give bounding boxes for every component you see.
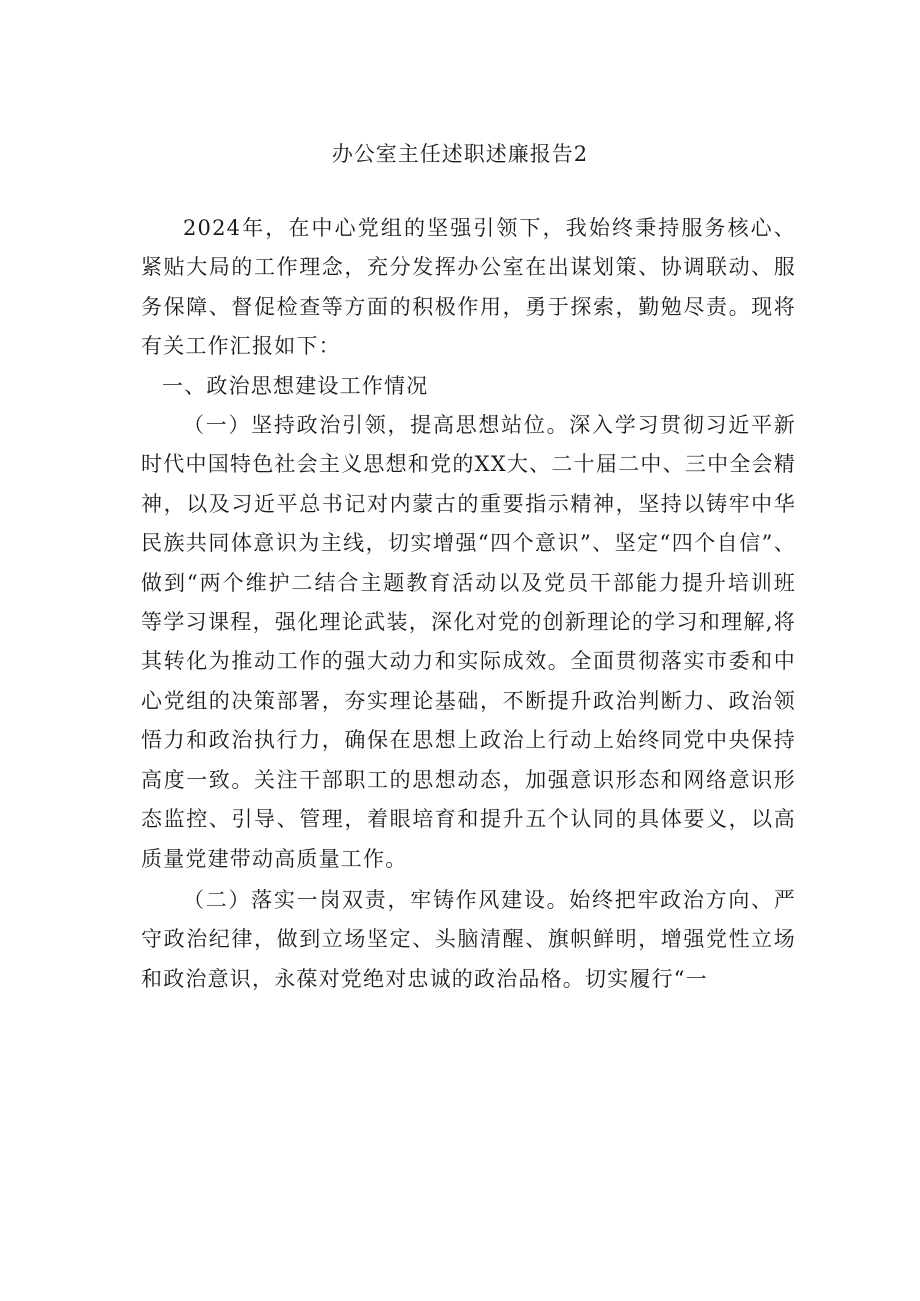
body-paragraph-1: （一）坚持政治引领，提高思想站位。深入学习贯彻习近平新时代中国特色社会主义思想和党的XX大、二十届二中、三中全会精神，以及习近平总书记对内蒙古的重要指示精神，坚持以铸牢中华民族共同体意识为主线，切实增强“四个意识”、坚定“四个自信”、做到“两个维护二结合主题教育活动以及党员干部能力提升培训班等学习课程，强化理论武装，深化对党的创新理论的学习和理解,将其转化为推动工作的强大动力和实际成效。全面贯彻落实市委和中心党组的决策部署，夯实理论基础，不断提升政治判断力、政治领悟力和政治执行力，确保在思想上政治上行动上始终同党中央保持高度一致。关注干部职工的思想动态，加强意识形态和网络意识形态监控、引导、管理，着眼培育和提升五个认同的具体要义，以高质量党建带动高质量工作。 <box>141 413 796 871</box>
intro-paragraph: 2024年，在中心党组的坚强引领下，我始终秉持服务核心、紧贴大局的工作理念，充分发挥办公室在出谋划策、协调联动、服务保障、督促检查等方面的积极作用，勇于探索，勤勉尽责。现将有关工作汇报如下： <box>141 216 796 359</box>
document-title: 办公室主任述职述廉报告2 <box>331 142 589 166</box>
body-paragraph-2: （二）落实一岗双责，牢铸作风建设。始终把牢政治方向、严守政治纪律，做到立场坚定、头脑清醒、旗帜鲜明，增强党性立场和政治意识，永葆对党绝对忠诚的政治品格。切实履行“一 <box>141 887 796 991</box>
document-body <box>141 209 796 999</box>
section-heading: 一、政治思想建设工作情况 <box>162 373 429 398</box>
